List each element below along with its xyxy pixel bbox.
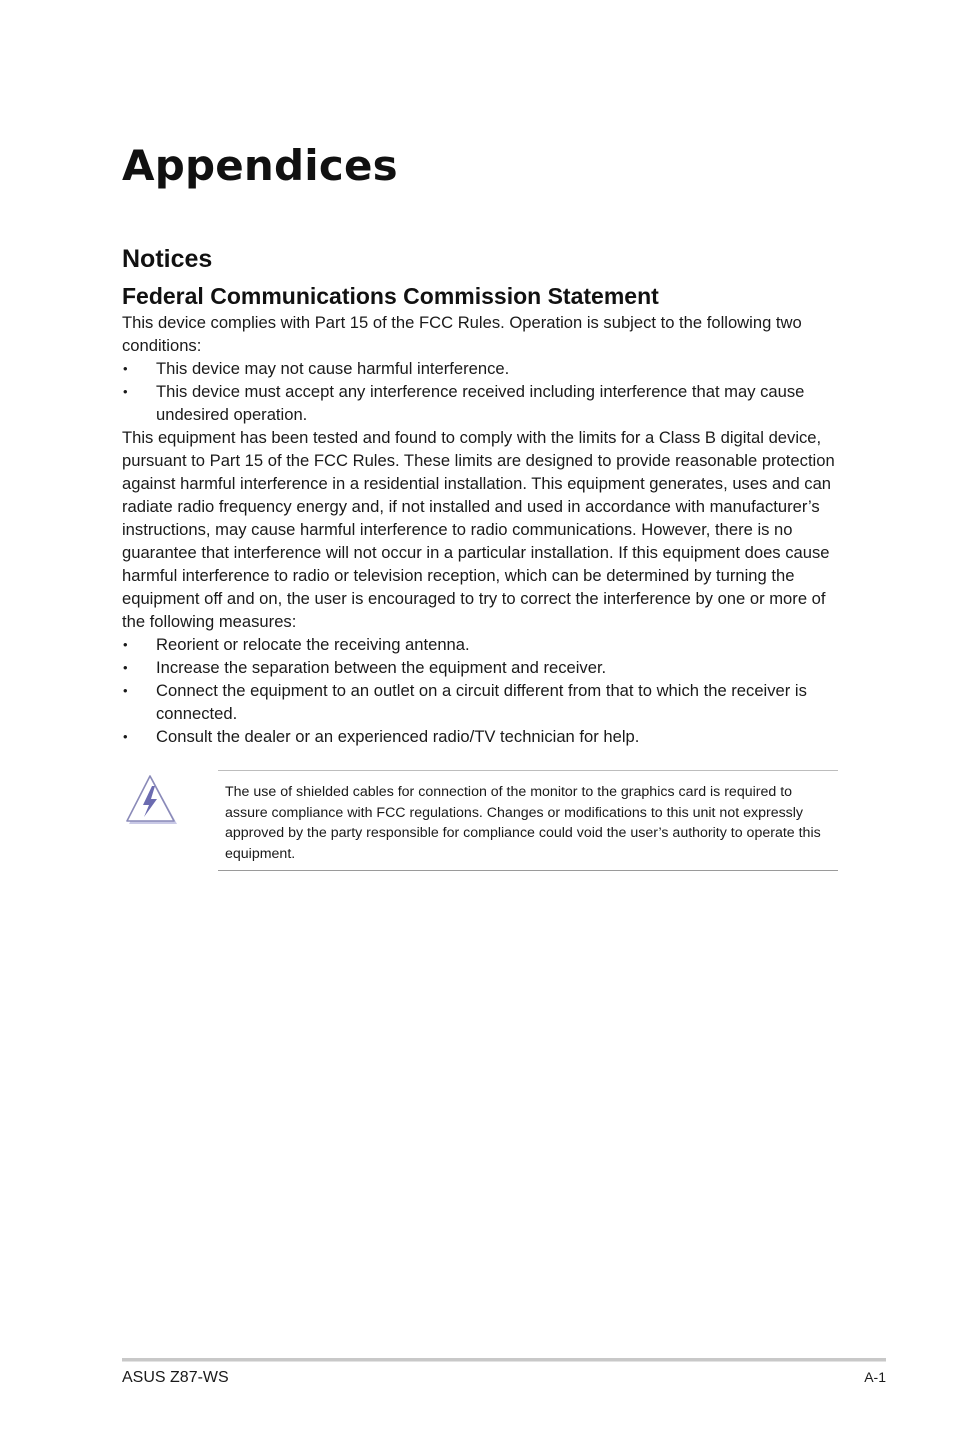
list-item <box>122 656 842 679</box>
fcc-statement-body <box>122 311 842 748</box>
list-item <box>122 633 842 656</box>
list-item <box>122 725 842 748</box>
subsection-heading: Federal Communications Commission Statement <box>122 283 659 309</box>
footer-divider <box>122 1358 886 1362</box>
warning-icon <box>124 772 180 828</box>
list-item <box>122 679 842 725</box>
list-item-text: This device may not cause harmful interference. <box>156 359 510 378</box>
bullet-mark: • <box>123 683 128 698</box>
list-item-text: Consult the dealer or an experienced radio/TV technician for help. <box>156 727 640 746</box>
bullet-mark: • <box>123 729 128 744</box>
bullet-mark: • <box>123 384 128 399</box>
bullet-mark: • <box>123 361 128 376</box>
warning-icon-graphic <box>124 772 180 828</box>
note-box <box>218 770 838 871</box>
footer-product-name: ASUS Z87-WS <box>122 1369 229 1386</box>
list-item-text: Reorient or relocate the receiving antenna. <box>156 635 470 654</box>
list-item <box>122 357 842 380</box>
fcc-intro-paragraph: This device complies with Part 15 of the FCC Rules. Operation is subject to the following two conditions: <box>122 313 802 355</box>
list-item-text: Increase the separation between the equipment and receiver. <box>156 658 607 677</box>
list-item <box>122 380 842 426</box>
fcc-measures-list <box>122 633 842 748</box>
page-title: Appendices <box>122 141 398 190</box>
bullet-mark: • <box>123 637 128 652</box>
list-item-text: This device must accept any interference received including interference that may cause undesired operation. <box>156 382 805 424</box>
bullet-mark: • <box>123 660 128 675</box>
fcc-compliance-paragraph: This equipment has been tested and found to comply with the limits for a Class B digital device, pursuant to Part 15 of the FCC Rules. These limits are designed to provide reasonable protection against harmful interference in a residential installation. This equipment generates, uses and can radiate radio frequency energy and, if not installed and used in accordance with manufacturer’s instructions, may cause harmful interference to radio communications. However, there is no guarantee that interference will not occur in a particular installation. If this equipment does cause harmful interference to radio or television reception, which can be determined by turning the equipment off and on, the user is encouraged to try to correct the interference by one or more of the following measures: <box>122 428 835 631</box>
section-heading: Notices <box>122 245 213 273</box>
fcc-conditions-list <box>122 357 842 426</box>
footer-page-number: A-1 <box>864 1369 886 1385</box>
note-text: The use of shielded cables for connection of the monitor to the graphics card is required to assure compliance with FCC regulations. Changes or modifications to this unit not expressly approved by the party responsible for compliance could void the user’s authority to operate this equipment. <box>225 784 821 862</box>
list-item-text: Connect the equipment to an outlet on a circuit different from that to which the receiver is connected. <box>156 681 807 723</box>
